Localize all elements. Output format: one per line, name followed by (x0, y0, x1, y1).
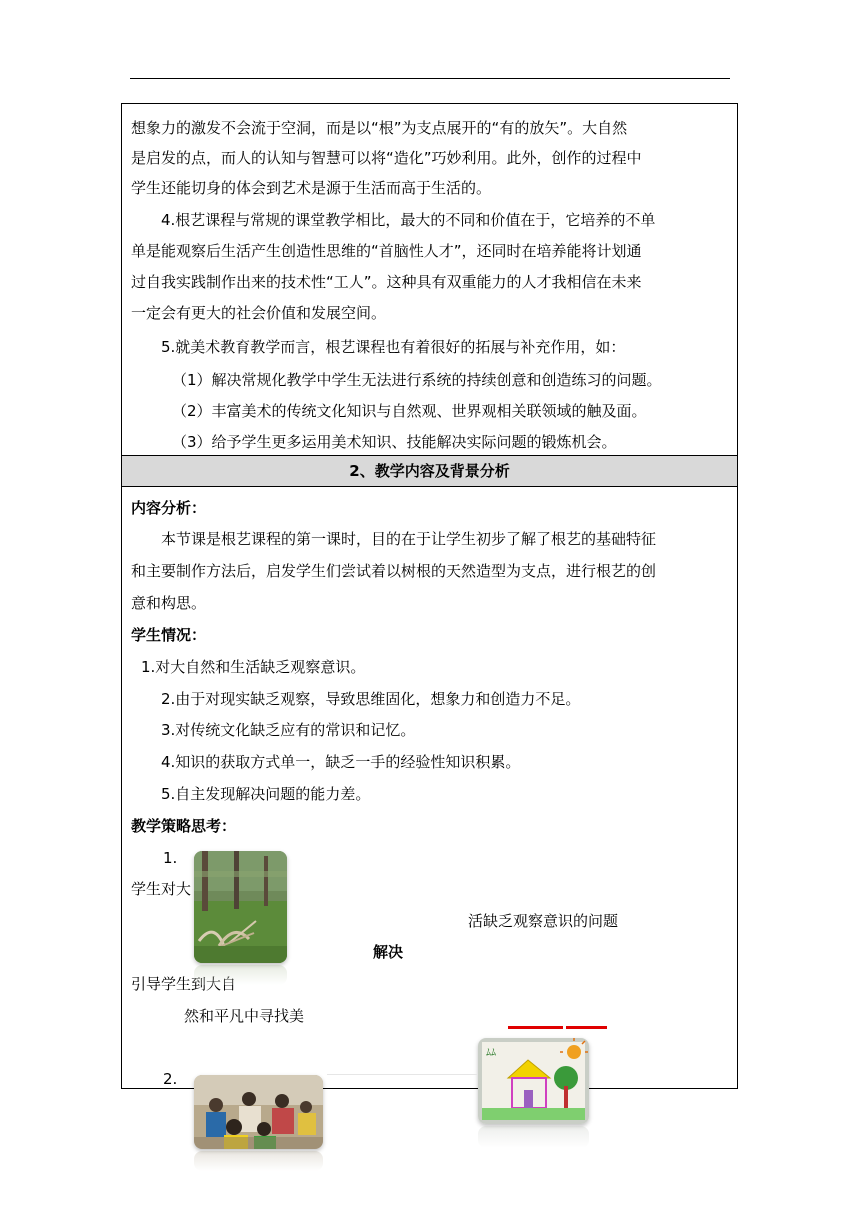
strategy-text: 活缺乏观察意识的问题 (468, 912, 619, 930)
student-item: 4.知识的获取方式单一，缺乏一手的经验性知识积累。 (161, 753, 521, 771)
paragraph-line: 想象力的激发不会流于空洞，而是以“根”为支点展开的“有的放矢”。大自然 (131, 119, 628, 137)
paragraph-line: 5.就美术教育教学而言，根艺课程也有着很好的拓展与补充作用，如： (161, 338, 626, 356)
guide-text: 然和平凡中寻找美 (184, 1007, 305, 1025)
paragraph-line: 过自我实践制作出来的技术性“工人”。这种具有双重能力的人才我相信在未来 (131, 273, 642, 291)
guide-text: 引导学生到大自 (131, 975, 237, 993)
classroom-photo (194, 1075, 323, 1149)
content-line: 本节课是根艺课程的第一课时，目的在于让学生初步了解了根艺的基础特征 (161, 530, 657, 548)
red-underline (508, 1026, 563, 1029)
child-drawing-photo (478, 1038, 589, 1124)
student-item: 3.对传统文化缺乏应有的常识和记忆。 (161, 721, 416, 739)
faint-divider (327, 1074, 477, 1075)
student-item: 2.由于对现实缺乏观察，导致思维固化，想象力和创造力不足。 (161, 690, 581, 708)
paragraph-line: 4.根艺课程与常规的课堂教学相比，最大的不同和价值在于，它培养的不单 (161, 211, 656, 229)
content-line: 意和构思。 (131, 594, 207, 612)
paragraph-line: （1）解决常规化教学中学生无法进行系统的持续创意和创造练习的问题。 (172, 371, 662, 389)
paragraph-line: 学生还能切身的体会到艺术是源于生活而高于生活的。 (131, 179, 492, 197)
svg-text:ﾑﾑ: ﾑﾑ (486, 1048, 496, 1059)
tree-root-photo (194, 851, 287, 963)
student-item: 5.自主发现解决问题的能力差。 (161, 785, 371, 803)
photo-reflection (478, 1126, 589, 1148)
student-item: 1.对大自然和生活缺乏观察意识。 (141, 658, 366, 676)
solve-label: 解决 (373, 943, 404, 961)
paragraph-line: 一定会有更大的社会价值和发展空间。 (131, 304, 387, 322)
paragraph-line: （2）丰富美术的传统文化知识与自然观、世界观相关联领域的触及面。 (172, 402, 647, 420)
content-heading: 内容分析： (131, 499, 207, 517)
photo-reflection (194, 1151, 323, 1171)
student-heading: 学生情况： (131, 626, 207, 644)
content-line: 和主要制作方法后，启发学生们尝试着以树根的天然造型为支点，进行根艺的创 (131, 562, 657, 580)
paragraph-line: 是启发的点，而人的认知与智慧可以将“造化”巧妙利用。此外，创作的过程中 (131, 149, 642, 167)
red-underline (566, 1026, 607, 1029)
strategy-item-number: 2. (163, 1070, 178, 1088)
strategy-heading: 教学策略思考： (131, 817, 237, 835)
paragraph-line: （3）给予学生更多运用美术知识、技能解决实际问题的锻炼机会。 (172, 433, 617, 451)
paragraph-line: 单是能观察后生活产生创造性思维的“首脑性人才”，还同时在培养能将计划通 (131, 242, 642, 260)
section-header: 2、教学内容及背景分析 (122, 455, 737, 487)
page-header-rule (130, 78, 730, 79)
photo-reflection (194, 965, 287, 985)
strategy-item-number: 1. (163, 849, 178, 867)
strategy-text: 学生对大 (131, 880, 192, 898)
